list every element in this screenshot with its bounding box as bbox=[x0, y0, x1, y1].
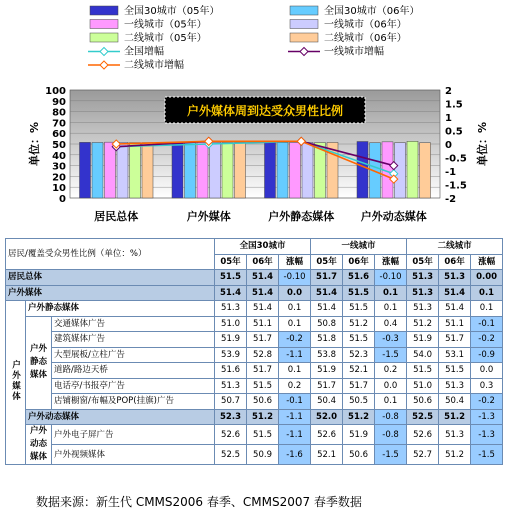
chart-title: 户外媒体周到达受众男性比例 bbox=[186, 104, 344, 118]
data-table bbox=[5, 238, 503, 465]
table-cell: 53.9 bbox=[215, 347, 247, 363]
category-labels bbox=[94, 209, 427, 223]
table-cell: 51.5 bbox=[343, 285, 375, 301]
bar bbox=[235, 142, 246, 198]
table-cell: 51.4 bbox=[247, 285, 279, 301]
table-cell: 0.0 bbox=[375, 378, 407, 394]
table-cell: 0.00 bbox=[471, 270, 503, 286]
category-label: 居民总体 bbox=[94, 210, 139, 223]
table-cell: 50.6 bbox=[407, 394, 439, 410]
bar bbox=[302, 142, 313, 198]
legend-label: 一线城市（06年） bbox=[324, 19, 407, 31]
legend-marker bbox=[100, 48, 108, 56]
table-cell: 51.3 bbox=[407, 301, 439, 317]
table-cell: -0.2 bbox=[471, 332, 503, 348]
table-row-label: 居民总体 bbox=[6, 270, 215, 286]
table-cell: 51.7 bbox=[439, 332, 471, 348]
legend-label: 全国增幅 bbox=[124, 46, 164, 58]
bar bbox=[265, 143, 276, 198]
table-subheader: 05年 bbox=[311, 254, 343, 270]
table-cell: 0.1 bbox=[375, 285, 407, 301]
right-tick-label: 0.5 bbox=[445, 126, 463, 138]
table-cell: 53.8 bbox=[311, 347, 343, 363]
table-subheader: 05年 bbox=[215, 254, 247, 270]
table-cell: 50.6 bbox=[247, 394, 279, 410]
legend-label: 二线城市（05年） bbox=[124, 33, 207, 44]
bar bbox=[407, 141, 418, 198]
bar bbox=[80, 142, 91, 198]
table-cell: 51.4 bbox=[247, 301, 279, 317]
table-group-header: 全国30城市 bbox=[215, 239, 311, 255]
table-cell: 51.4 bbox=[439, 301, 471, 317]
legend-swatch bbox=[90, 20, 118, 29]
table-cell: 51.9 bbox=[407, 332, 439, 348]
table-cell: 51.2 bbox=[247, 409, 279, 425]
bar bbox=[420, 143, 431, 198]
table-cell: 51.3 bbox=[215, 301, 247, 317]
table-cell: -0.8 bbox=[375, 425, 407, 445]
left-tick-label: 80 bbox=[52, 107, 66, 119]
bar bbox=[130, 143, 141, 198]
table-row-label: 道路/路边天桥 bbox=[52, 363, 215, 379]
table-cell: 50.4 bbox=[311, 394, 343, 410]
table-cell: -1.5 bbox=[471, 445, 503, 465]
table-corner-label: 居民/覆盖受众男性比例（单位：%） bbox=[6, 239, 215, 270]
table-cell: -0.2 bbox=[471, 394, 503, 410]
table-group-header: 二线城市 bbox=[407, 239, 503, 255]
right-tick-label: 1.5 bbox=[445, 99, 463, 111]
table-cell: 51.9 bbox=[215, 332, 247, 348]
legend-label: 一线城市（05年） bbox=[124, 19, 207, 31]
table-cell: 52.3 bbox=[343, 347, 375, 363]
table-cell: 51.4 bbox=[247, 270, 279, 286]
legend-swatch bbox=[290, 33, 318, 42]
table-cell: 51.5 bbox=[439, 363, 471, 379]
table-cell: 51.8 bbox=[311, 332, 343, 348]
bar bbox=[395, 143, 406, 198]
bar bbox=[222, 143, 233, 198]
table-row-label: 建筑媒体广告 bbox=[52, 332, 215, 348]
table-row-label: 交通媒体广告 bbox=[52, 316, 215, 332]
table-cell: 52.6 bbox=[311, 425, 343, 445]
table-cell: 0.1 bbox=[471, 285, 503, 301]
legend-swatch bbox=[90, 6, 118, 15]
table-cell: 50.6 bbox=[343, 445, 375, 465]
bar bbox=[172, 142, 183, 198]
table-cell: 51.4 bbox=[311, 301, 343, 317]
table-row-label: 店铺橱窗/布幅及POP(挂旗)广告 bbox=[52, 394, 215, 410]
bar bbox=[357, 142, 368, 198]
table-row-label: 电话亭/书报亭广告 bbox=[52, 378, 215, 394]
legend-swatch bbox=[90, 33, 118, 42]
right-tick-label: -2 bbox=[445, 194, 457, 205]
right-tick-label: 2 bbox=[445, 86, 452, 97]
table-row-label: 户外动态媒体 bbox=[26, 409, 215, 425]
table-cell: 51.2 bbox=[343, 316, 375, 332]
table-row-label: 户外静态媒体 bbox=[26, 301, 215, 317]
table-cell: 50.9 bbox=[247, 445, 279, 465]
legend-marker bbox=[100, 61, 108, 69]
table-cell: 0.1 bbox=[279, 316, 311, 332]
table-cell: 52.5 bbox=[407, 409, 439, 425]
table-cell: -0.1 bbox=[279, 394, 311, 410]
table-cell: -1.6 bbox=[279, 445, 311, 465]
left-tick-label: 30 bbox=[52, 161, 66, 173]
source-note: 数据来源：新生代 CMMS2006 春季、CMMS2007 春季数据 bbox=[36, 495, 362, 509]
table-cell: -0.2 bbox=[279, 332, 311, 348]
table-cell: -0.9 bbox=[471, 347, 503, 363]
left-tick-label: 0 bbox=[59, 194, 66, 205]
right-axis bbox=[445, 86, 467, 205]
table-subgroup-label: 户外动态媒体 bbox=[26, 425, 52, 465]
legend-label: 全国30城市（06年） bbox=[324, 6, 420, 17]
bar bbox=[117, 142, 128, 198]
table-cell: 51.7 bbox=[343, 378, 375, 394]
table-cell: 52.0 bbox=[311, 409, 343, 425]
table-cell: 52.6 bbox=[215, 425, 247, 445]
left-tick-label: 70 bbox=[52, 118, 66, 130]
category-label: 户外媒体 bbox=[186, 210, 231, 223]
table-cell: 52.8 bbox=[247, 347, 279, 363]
bar bbox=[197, 142, 208, 198]
table-cell: 51.1 bbox=[247, 316, 279, 332]
table-row-label: 大型展板/立柱广告 bbox=[52, 347, 215, 363]
legend-label: 全国30城市（05年） bbox=[124, 6, 220, 17]
left-tick-label: 20 bbox=[52, 172, 66, 184]
table-cell: 51.5 bbox=[247, 378, 279, 394]
table-cell: -0.3 bbox=[375, 332, 407, 348]
bar bbox=[142, 143, 153, 198]
legend-label: 二线城市（06年） bbox=[324, 33, 407, 44]
legend-swatch bbox=[290, 6, 318, 15]
table-group-header: 一线城市 bbox=[311, 239, 407, 255]
table-cell: 50.8 bbox=[311, 316, 343, 332]
table-row-label: 户外媒体 bbox=[6, 285, 215, 301]
table-cell: 0.4 bbox=[375, 316, 407, 332]
table-cell: 51.9 bbox=[343, 425, 375, 445]
table-cell: 54.0 bbox=[407, 347, 439, 363]
table-cell: 51.9 bbox=[311, 363, 343, 379]
table-cell: 50.5 bbox=[343, 394, 375, 410]
table-cell: 52.1 bbox=[311, 445, 343, 465]
right-tick-label: -1 bbox=[445, 167, 457, 178]
table-subheader: 06年 bbox=[343, 254, 375, 270]
table-cell: 51.7 bbox=[247, 332, 279, 348]
table-cell: 51.7 bbox=[247, 363, 279, 379]
category-label: 户外动态媒体 bbox=[360, 210, 427, 223]
right-tick-label: 1 bbox=[445, 113, 452, 124]
table-subheader: 05年 bbox=[407, 254, 439, 270]
chart bbox=[0, 0, 509, 232]
table-cell: 51.5 bbox=[215, 270, 247, 286]
table-cell: 0.1 bbox=[471, 301, 503, 317]
table-cell: 51.7 bbox=[311, 378, 343, 394]
table-cell: 0.1 bbox=[375, 394, 407, 410]
table-cell: 51.3 bbox=[407, 270, 439, 286]
legend bbox=[88, 4, 419, 71]
bar bbox=[210, 142, 221, 198]
table-cell: -1.5 bbox=[375, 347, 407, 363]
right-tick-label: 0 bbox=[445, 140, 452, 151]
left-tick-label: 90 bbox=[52, 96, 66, 108]
left-tick-label: 10 bbox=[52, 183, 66, 195]
table-cell: -0.10 bbox=[279, 270, 311, 286]
table-row-label: 户外视频媒体 bbox=[52, 445, 215, 465]
table-row-label: 户外电子屏广告 bbox=[52, 425, 215, 445]
table-cell: 0.1 bbox=[279, 363, 311, 379]
table-cell: 51.5 bbox=[407, 363, 439, 379]
table-cell: -1.1 bbox=[279, 347, 311, 363]
table-cell: 51.4 bbox=[439, 285, 471, 301]
table-cell: 51.2 bbox=[439, 445, 471, 465]
table-cell: -0.10 bbox=[375, 270, 407, 286]
table-cell: 51.4 bbox=[215, 285, 247, 301]
table-cell: 50.7 bbox=[215, 394, 247, 410]
table-side-label-text: 户外媒体 bbox=[10, 359, 21, 402]
left-tick-label: 40 bbox=[52, 150, 66, 162]
bar bbox=[92, 142, 103, 198]
category-label: 户外静态媒体 bbox=[268, 210, 335, 223]
left-tick-label: 100 bbox=[45, 86, 66, 97]
table-cell: 52.1 bbox=[343, 363, 375, 379]
legend-swatch bbox=[290, 20, 318, 29]
table-cell: 51.7 bbox=[311, 270, 343, 286]
table-cell: 51.3 bbox=[439, 270, 471, 286]
table-side-label bbox=[6, 301, 26, 465]
bar bbox=[185, 142, 196, 198]
table-cell: 51.3 bbox=[439, 425, 471, 445]
table-cell: 52.6 bbox=[407, 425, 439, 445]
table-cell: 0.2 bbox=[375, 363, 407, 379]
right-tick-label: -1.5 bbox=[445, 180, 467, 192]
table-cell: 51.5 bbox=[343, 301, 375, 317]
table-cell: 0.3 bbox=[471, 378, 503, 394]
table-cell: 52.7 bbox=[407, 445, 439, 465]
right-tick-label: -0.5 bbox=[445, 153, 467, 165]
table-subgroup-label: 户外静态媒体 bbox=[26, 316, 52, 409]
table-cell: -1.5 bbox=[375, 445, 407, 465]
table-cell: 52.3 bbox=[215, 409, 247, 425]
table-cell: 0.1 bbox=[375, 301, 407, 317]
table-cell: 0.1 bbox=[279, 301, 311, 317]
left-tick-label: 50 bbox=[52, 140, 66, 151]
table-cell: 51.3 bbox=[407, 285, 439, 301]
bar bbox=[105, 142, 116, 198]
table-subheader: 06年 bbox=[247, 254, 279, 270]
bar bbox=[290, 142, 301, 198]
left-axis bbox=[45, 86, 66, 205]
table-cell: -1.1 bbox=[279, 409, 311, 425]
table-cell: 51.2 bbox=[343, 409, 375, 425]
table-cell: 51.5 bbox=[247, 425, 279, 445]
right-axis-label: 单位：% bbox=[476, 121, 489, 167]
table-subheader: 涨幅 bbox=[471, 254, 503, 270]
table-cell: 51.2 bbox=[439, 409, 471, 425]
table-cell: 0.0 bbox=[471, 363, 503, 379]
table-cell: 53.1 bbox=[439, 347, 471, 363]
bar bbox=[277, 142, 288, 198]
table-cell: -1.3 bbox=[471, 409, 503, 425]
legend-label: 二线城市增幅 bbox=[124, 60, 184, 71]
table-cell: 0.0 bbox=[279, 285, 311, 301]
table-cell: -1.1 bbox=[279, 425, 311, 445]
table-cell: 51.0 bbox=[407, 378, 439, 394]
legend-marker bbox=[300, 48, 308, 56]
left-tick-label: 60 bbox=[52, 129, 66, 141]
table-cell: 51.4 bbox=[311, 285, 343, 301]
table-cell: 51.5 bbox=[343, 332, 375, 348]
table-cell: 0.2 bbox=[279, 378, 311, 394]
table-cell: 51.2 bbox=[407, 316, 439, 332]
table-cell: 51.3 bbox=[439, 378, 471, 394]
table-cell: -0.1 bbox=[471, 316, 503, 332]
table-subheader: 涨幅 bbox=[375, 254, 407, 270]
table-cell: 51.0 bbox=[215, 316, 247, 332]
table-cell: 52.5 bbox=[215, 445, 247, 465]
table-cell: -0.8 bbox=[375, 409, 407, 425]
legend-label: 一线城市增幅 bbox=[324, 46, 384, 58]
table-cell: -1.3 bbox=[471, 425, 503, 445]
table-cell: 51.6 bbox=[215, 363, 247, 379]
table-subheader: 涨幅 bbox=[279, 254, 311, 270]
table-cell: 51.6 bbox=[343, 270, 375, 286]
table-cell: 51.1 bbox=[439, 316, 471, 332]
left-axis-label: 单位：% bbox=[28, 121, 41, 167]
table-subheader: 06年 bbox=[439, 254, 471, 270]
table-cell: 51.3 bbox=[215, 378, 247, 394]
table-cell: 50.4 bbox=[439, 394, 471, 410]
